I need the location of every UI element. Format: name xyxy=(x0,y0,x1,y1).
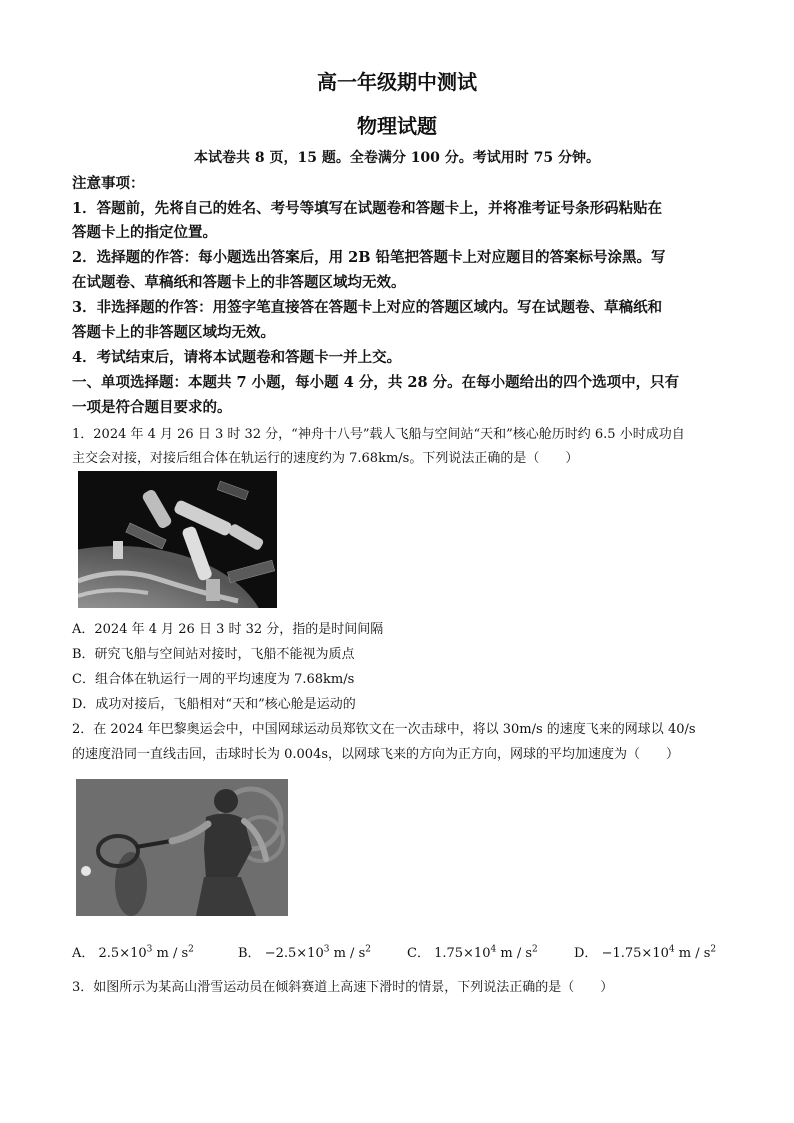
note-line: 在试题卷、草稿纸和答题卡上的非答题区域均无效。 xyxy=(72,274,406,291)
space-station-figure xyxy=(78,471,277,608)
q2-option-a: A． $2.5\times 10^3$ m / $s^2$ xyxy=(72,944,194,961)
tennis-player-figure xyxy=(76,779,288,916)
q2-option-b: B． $-2.5\times 10^3$ m / $s^2$ xyxy=(238,944,371,961)
q3-stem: 3．如图所示为某高山滑雪运动员在倾斜赛道上高速下滑时的情景，下列说法正确的是（ ） xyxy=(72,980,614,995)
exam-info: 本试卷共 8 页，15 题。全卷满分 100 分。考试用时 75 分钟。 xyxy=(193,150,601,166)
q1-stem-cont: 主交会对接，对接后组合体在轨运行的速度约为 7.68km/s。下列说法正确的是（ ） xyxy=(72,451,579,466)
note-line: 1．答题前，先将自己的姓名、考号等填写在试题卷和答题卡上，并将准考证号条形码粘贴在 xyxy=(72,200,663,217)
note-line: 3．非选择题的作答：用签字笔直接答在答题卡上对应的答题区域内。写在试题卷、草稿纸和 xyxy=(72,299,663,316)
section-heading-cont: 一项是符合题目要求的。 xyxy=(72,399,232,416)
notes-heading: 注意事项： xyxy=(72,175,145,192)
q1-option-d: D．成功对接后，飞船相对“天和”核心舱是运动的 xyxy=(72,697,356,712)
subject-title: 物理试题 xyxy=(357,114,437,138)
q2-option-c: C． $1.75\times 10^4$ m / $s^2$ xyxy=(407,944,538,961)
note-line: 2．选择题的作答：每小题选出答案后，用 2B 铅笔把答题卡上对应题目的答案标号涂黑。写 xyxy=(72,249,666,266)
exam-title: 高一年级期中测试 xyxy=(317,70,477,94)
q1-option-a: A．2024 年 4 月 26 日 3 时 32 分，指的是时间间隔 xyxy=(72,622,384,637)
q1-option-b: B．研究飞船与空间站对接时，飞船不能视为质点 xyxy=(72,647,355,662)
q1-stem: 1．2024 年 4 月 26 日 3 时 32 分，“神舟十八号”载人飞船与空间站“天和”核心舱历时约 6.5 小时成功自 xyxy=(72,427,685,442)
note-line: 4．考试结束后，请将本试题卷和答题卡一并上交。 xyxy=(72,349,402,366)
section-heading: 一、单项选择题：本题共 7 小题，每小题 4 分，共 28 分。在每小题给出的四个选项中，只有 xyxy=(72,374,680,391)
q2-stem: 2．在 2024 年巴黎奥运会中，中国网球运动员郑钦文在一次击球中，将以 30m/s 的速度飞来的网球以 40/s xyxy=(72,722,696,737)
q2-stem-cont: 的速度沿同一直线击回，击球时长为 0.004s，以网球飞来的方向为正方向，网球的平均加速度为（ ） xyxy=(72,747,680,762)
note-line: 答题卡上的指定位置。 xyxy=(72,224,217,241)
q1-option-c: C．组合体在轨运行一周的平均速度为 7.68km/s xyxy=(72,672,355,687)
note-line: 答题卡上的非答题区域均无效。 xyxy=(72,324,275,341)
q2-option-d: D． $-1.75\times 10^4$ m / $s^2$ xyxy=(574,944,717,961)
